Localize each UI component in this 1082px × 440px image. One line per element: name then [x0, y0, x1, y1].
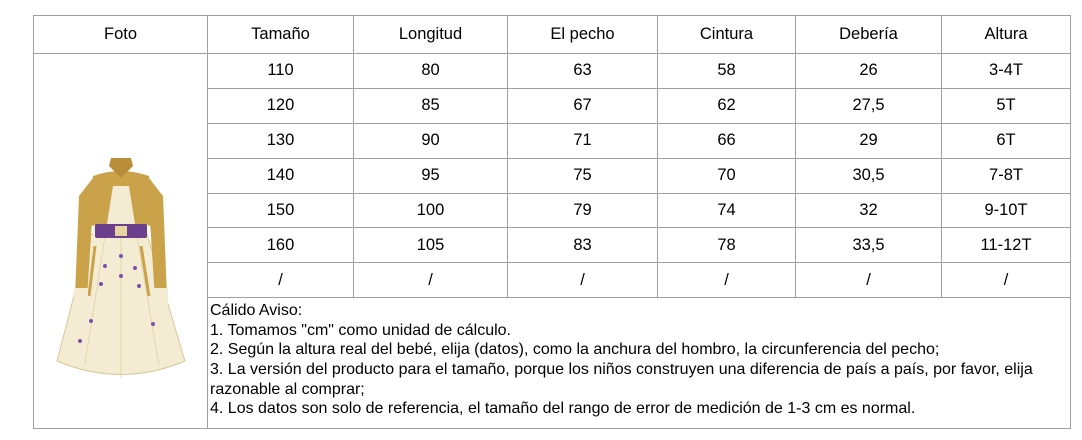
- table-cell: 70: [658, 158, 796, 193]
- notice-line-2: 2. Según la altura real del bebé, elija (datos), como la anchura del hombro, la circunferencia del pecho;: [210, 341, 940, 359]
- table-row: [34, 54, 1071, 89]
- table-cell: 63: [508, 54, 658, 89]
- table-cell: 7-8T: [942, 158, 1071, 193]
- header-chest: El pecho: [508, 16, 658, 54]
- table-cell: 30,5: [796, 158, 942, 193]
- table-cell: 33,5: [796, 228, 942, 263]
- header-waist: Cintura: [658, 16, 796, 54]
- header-size: Tamaño: [208, 16, 354, 54]
- table-cell: 95: [354, 158, 508, 193]
- table-cell: 120: [208, 88, 354, 123]
- table-cell: 160: [208, 228, 354, 263]
- table-cell: /: [658, 263, 796, 298]
- notice-line-3: 3. La versión del producto para el tamaño, porque los niños construyen una diferencia de país a país, por favor, elija razonable al comprar;: [210, 361, 1033, 398]
- table-cell: /: [942, 263, 1071, 298]
- header-shoulder: Debería: [796, 16, 942, 54]
- header-length: Longitud: [354, 16, 508, 54]
- table-cell: 32: [796, 193, 942, 228]
- table-cell: 140: [208, 158, 354, 193]
- notice-cell: [208, 298, 1071, 429]
- header-row: [34, 16, 1071, 54]
- table-cell: /: [508, 263, 658, 298]
- table-cell: 3-4T: [942, 54, 1071, 89]
- table-cell: 5T: [942, 88, 1071, 123]
- table-cell: 58: [658, 54, 796, 89]
- dress-illustration: [35, 96, 207, 386]
- table-cell: 29: [796, 123, 942, 158]
- table-cell: 78: [658, 228, 796, 263]
- table-cell: 83: [508, 228, 658, 263]
- table-cell: 85: [354, 88, 508, 123]
- table-cell: 71: [508, 123, 658, 158]
- dress-image: [35, 96, 207, 386]
- table-cell: 27,5: [796, 88, 942, 123]
- table-cell: 150: [208, 193, 354, 228]
- table-cell: 100: [354, 193, 508, 228]
- table-cell: 74: [658, 193, 796, 228]
- header-photo: Foto: [34, 16, 208, 54]
- table-cell: /: [354, 263, 508, 298]
- table-cell: 11-12T: [942, 228, 1071, 263]
- table-cell: 105: [354, 228, 508, 263]
- table-cell: 90: [354, 123, 508, 158]
- table-cell: 130: [208, 123, 354, 158]
- table-cell: 80: [354, 54, 508, 89]
- table-cell: 79: [508, 193, 658, 228]
- header-height: Altura: [942, 16, 1071, 54]
- table-cell: 67: [508, 88, 658, 123]
- size-chart-table: [33, 15, 1071, 429]
- table-cell: 6T: [942, 123, 1071, 158]
- table-cell: 26: [796, 54, 942, 89]
- table-cell: /: [208, 263, 354, 298]
- notice-title: Cálido Aviso:: [210, 302, 303, 320]
- table-cell: 75: [508, 158, 658, 193]
- photo-cell: [34, 54, 208, 429]
- table-cell: 9-10T: [942, 193, 1071, 228]
- table-cell: /: [796, 263, 942, 298]
- notice-line-1: 1. Tomamos "cm" como unidad de cálculo.: [210, 321, 511, 339]
- table-cell: 110: [208, 54, 354, 89]
- table-cell: 66: [658, 123, 796, 158]
- notice-line-4: 4. Los datos son solo de referencia, el tamaño del rango de error de medición de 1-3 cm es normal.: [210, 400, 916, 418]
- table-cell: 62: [658, 88, 796, 123]
